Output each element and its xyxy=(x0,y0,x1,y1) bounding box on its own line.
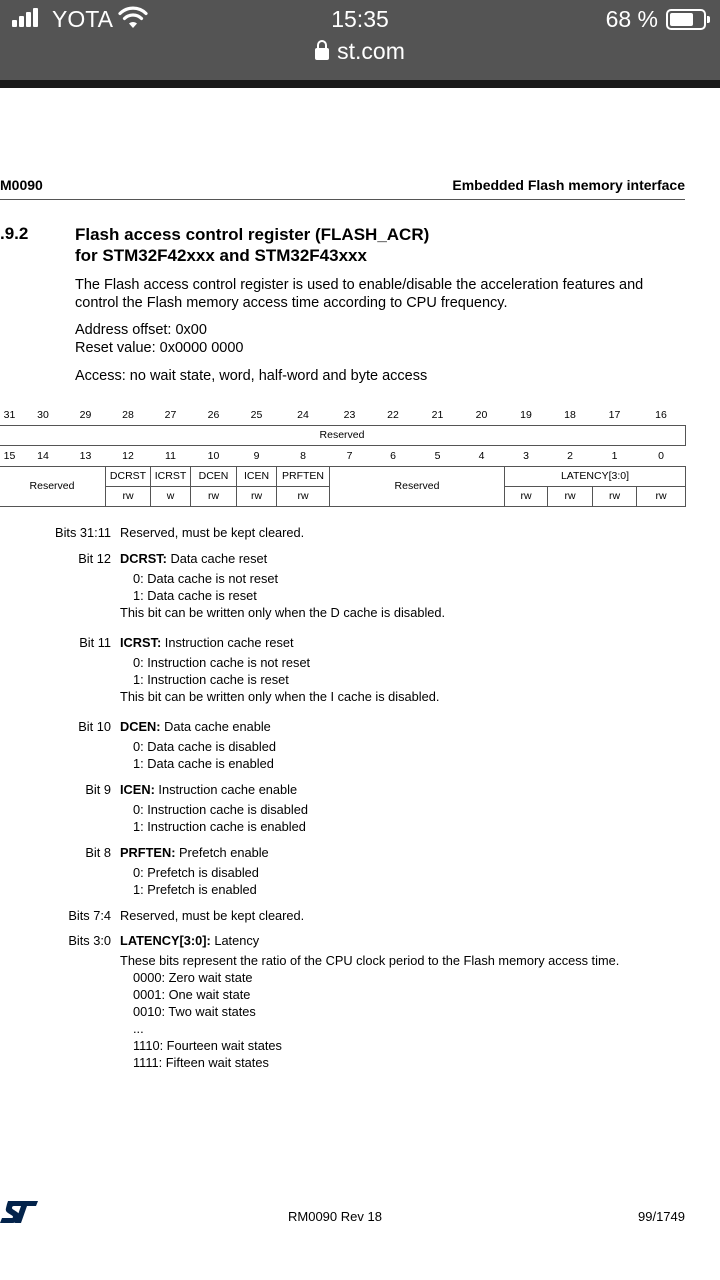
bit-label: Bits 31:11 xyxy=(55,525,111,540)
field-icen: ICEN xyxy=(237,466,277,486)
bit-number: 12 xyxy=(122,449,134,462)
bit-number: 16 xyxy=(655,408,667,421)
bit-heading xyxy=(120,634,720,651)
browser-status-bar xyxy=(0,0,720,80)
bit-field-name: LATENCY[3:0]: xyxy=(120,933,211,948)
bit-heading xyxy=(120,844,720,861)
bit-field-name: PRFTEN: xyxy=(120,845,176,860)
bit-entry xyxy=(0,634,720,705)
bit-number: 20 xyxy=(475,408,488,421)
bit-heading xyxy=(120,550,720,567)
access-type: rw xyxy=(191,486,237,506)
access-type: rw xyxy=(548,486,593,506)
access-type: rw xyxy=(505,486,548,506)
bit-entry xyxy=(0,781,720,835)
address-offset: Address offset: 0x00 xyxy=(75,322,207,338)
access-type: rw xyxy=(593,486,637,506)
bit-text: These bits represent the ratio of the CPU clock period to the Flash memory access time. xyxy=(120,953,620,968)
bit-field-title: Instruction cache reset xyxy=(161,635,294,650)
register-table-low xyxy=(0,446,686,507)
section-description xyxy=(75,276,643,312)
page-number: 99/1749 xyxy=(638,1209,685,1224)
bit-field-name: DCEN: xyxy=(120,719,161,734)
bit-field-name: DCRST: xyxy=(120,551,167,566)
bit-text: 1: Instruction cache is reset xyxy=(133,672,289,687)
bit-text: 1: Instruction cache is enabled xyxy=(133,819,306,834)
bit-field-title: Prefetch enable xyxy=(175,845,269,860)
bit-heading xyxy=(120,781,720,798)
access-type: rw xyxy=(637,486,686,506)
bit-number: 21 xyxy=(431,408,444,421)
bit-text: 0010: Two wait states xyxy=(133,1004,256,1019)
bit-number: 28 xyxy=(122,408,134,421)
reserved-field: Reserved xyxy=(0,425,686,445)
section-title-line: Flash access control register (FLASH_ACR) xyxy=(75,225,430,244)
bit-text: Reserved, must be kept cleared. xyxy=(120,908,305,923)
bit-number: 22 xyxy=(387,408,399,421)
reset-value: Reset value: 0x0000 0000 xyxy=(75,340,244,356)
bit-number: 4 xyxy=(478,449,485,462)
clock-time: 15:35 xyxy=(331,6,389,32)
section-title-line: for STM32F42xxx and STM32F43xxx xyxy=(75,246,367,265)
bit-number: 1 xyxy=(611,449,618,462)
document-revision: RM0090 Rev 18 xyxy=(288,1209,382,1224)
bit-number: 8 xyxy=(300,449,306,462)
bit-number: 31 xyxy=(3,408,16,421)
bit-label: Bit 12 xyxy=(78,551,111,566)
bit-text: ... xyxy=(133,1021,144,1036)
bit-text: Reserved, must be kept cleared. xyxy=(120,525,305,540)
bit-text: 1: Prefetch is enabled xyxy=(133,882,257,897)
bit-number: 14 xyxy=(37,449,49,462)
address-bar[interactable] xyxy=(0,38,720,65)
bit-number: 19 xyxy=(520,408,532,421)
bit-text: 1: Data cache is reset xyxy=(133,588,257,603)
bit-text: 0: Instruction cache is disabled xyxy=(133,802,308,817)
bit-field-title: Data cache reset xyxy=(166,551,268,566)
bit-label: Bits 7:4 xyxy=(68,908,111,923)
bit-text: 0: Data cache is not reset xyxy=(133,571,279,586)
access-type: rw xyxy=(237,486,277,506)
document-id: M0090 xyxy=(0,177,43,193)
bit-number: 24 xyxy=(297,408,309,421)
carrier-name: YOTA xyxy=(52,6,113,32)
page-url: st.com xyxy=(337,38,405,64)
bit-field-title: Instruction cache enable xyxy=(154,782,298,797)
bit-entry xyxy=(0,907,720,924)
bit-number: 23 xyxy=(343,408,356,421)
bit-heading xyxy=(120,718,720,735)
field-icrst: ICRST xyxy=(151,466,191,486)
bit-text: 0: Prefetch is disabled xyxy=(133,865,259,880)
bit-number: 3 xyxy=(523,449,529,462)
lock-icon xyxy=(315,48,329,60)
field-dcrst: DCRST xyxy=(106,466,151,486)
bit-number: 6 xyxy=(390,449,396,462)
description-line: control the Flash memory access time according to CPU frequency. xyxy=(75,295,508,311)
bit-number: 5 xyxy=(434,449,441,462)
bit-number: 9 xyxy=(253,449,260,462)
bit-text: 0: Data cache is disabled xyxy=(133,739,276,754)
bit-number: 26 xyxy=(207,408,220,421)
bit-field-title: Data cache enable xyxy=(160,719,271,734)
bit-number: 27 xyxy=(164,408,177,421)
bit-label: Bit 8 xyxy=(85,845,111,860)
field-name-row xyxy=(0,466,686,486)
bit-number: 29 xyxy=(79,408,92,421)
chapter-title: Embedded Flash memory interface xyxy=(452,177,685,193)
bit-entry xyxy=(0,932,720,1071)
bit-text: 1: Data cache is enabled xyxy=(133,756,274,771)
access-type: rw xyxy=(277,486,330,506)
bit-descriptions xyxy=(0,524,720,1071)
bit-number-row xyxy=(0,446,686,466)
section-number: .9.2 xyxy=(0,224,29,243)
bit-number: 0 xyxy=(658,449,664,462)
field-prften: PRFTEN xyxy=(277,466,330,486)
battery-icon xyxy=(666,9,706,30)
bit-field-name: ICEN: xyxy=(120,782,155,797)
bit-number: 7 xyxy=(346,449,353,462)
header-rule xyxy=(0,199,685,200)
bit-label: Bit 9 xyxy=(85,782,111,797)
register-table-high xyxy=(0,405,686,446)
bit-entry xyxy=(0,524,720,541)
bit-text: 0001: One wait state xyxy=(133,987,251,1002)
battery-percent: 68 % xyxy=(605,6,658,32)
reserved-field: Reserved xyxy=(330,466,505,506)
access-type: w xyxy=(151,486,191,506)
bit-text: 0: Instruction cache is not reset xyxy=(133,655,311,670)
bit-number: 25 xyxy=(250,408,263,421)
bit-text: This bit can be written only when the I cache is disabled. xyxy=(120,689,440,704)
bit-label: Bits 3:0 xyxy=(68,933,111,948)
bit-text: This bit can be written only when the D cache is disabled. xyxy=(120,605,446,620)
toolbar-divider xyxy=(0,80,720,88)
bit-field-name: ICRST: xyxy=(120,635,162,650)
bit-entry xyxy=(0,550,720,621)
bit-number: 11 xyxy=(165,449,176,462)
description-line: The Flash access control register is used to enable/disable the acceleration features and xyxy=(75,277,644,293)
bit-number: 2 xyxy=(567,449,573,462)
bit-entry xyxy=(0,844,720,898)
bit-heading xyxy=(120,932,720,949)
bit-number: 10 xyxy=(207,449,220,462)
reserved-field: Reserved xyxy=(0,466,106,506)
reserved-row xyxy=(0,425,686,445)
st-logo-icon xyxy=(0,1199,40,1225)
access-info: Access: no wait state, word, half-word and byte access xyxy=(75,368,428,384)
bit-text: 0000: Zero wait state xyxy=(133,970,253,985)
field-latency: LATENCY[3:0] xyxy=(505,466,686,486)
bit-number: 30 xyxy=(37,408,49,421)
register-info xyxy=(75,321,244,357)
bit-number-row xyxy=(0,405,686,425)
bit-number: 18 xyxy=(564,408,576,421)
bit-number: 13 xyxy=(79,449,92,462)
bit-label: Bit 11 xyxy=(79,635,111,650)
field-dcen: DCEN xyxy=(191,466,237,486)
bit-number: 17 xyxy=(608,408,621,421)
section-title xyxy=(75,224,429,266)
bit-number: 15 xyxy=(3,449,16,462)
bit-entry xyxy=(0,718,720,772)
bit-text: 1110: Fourteen wait states xyxy=(133,1038,282,1053)
access-type: rw xyxy=(106,486,151,506)
bit-field-title: Latency xyxy=(210,933,260,948)
bit-label: Bit 10 xyxy=(78,719,111,734)
bit-text: 1111: Fifteen wait states xyxy=(133,1055,269,1070)
